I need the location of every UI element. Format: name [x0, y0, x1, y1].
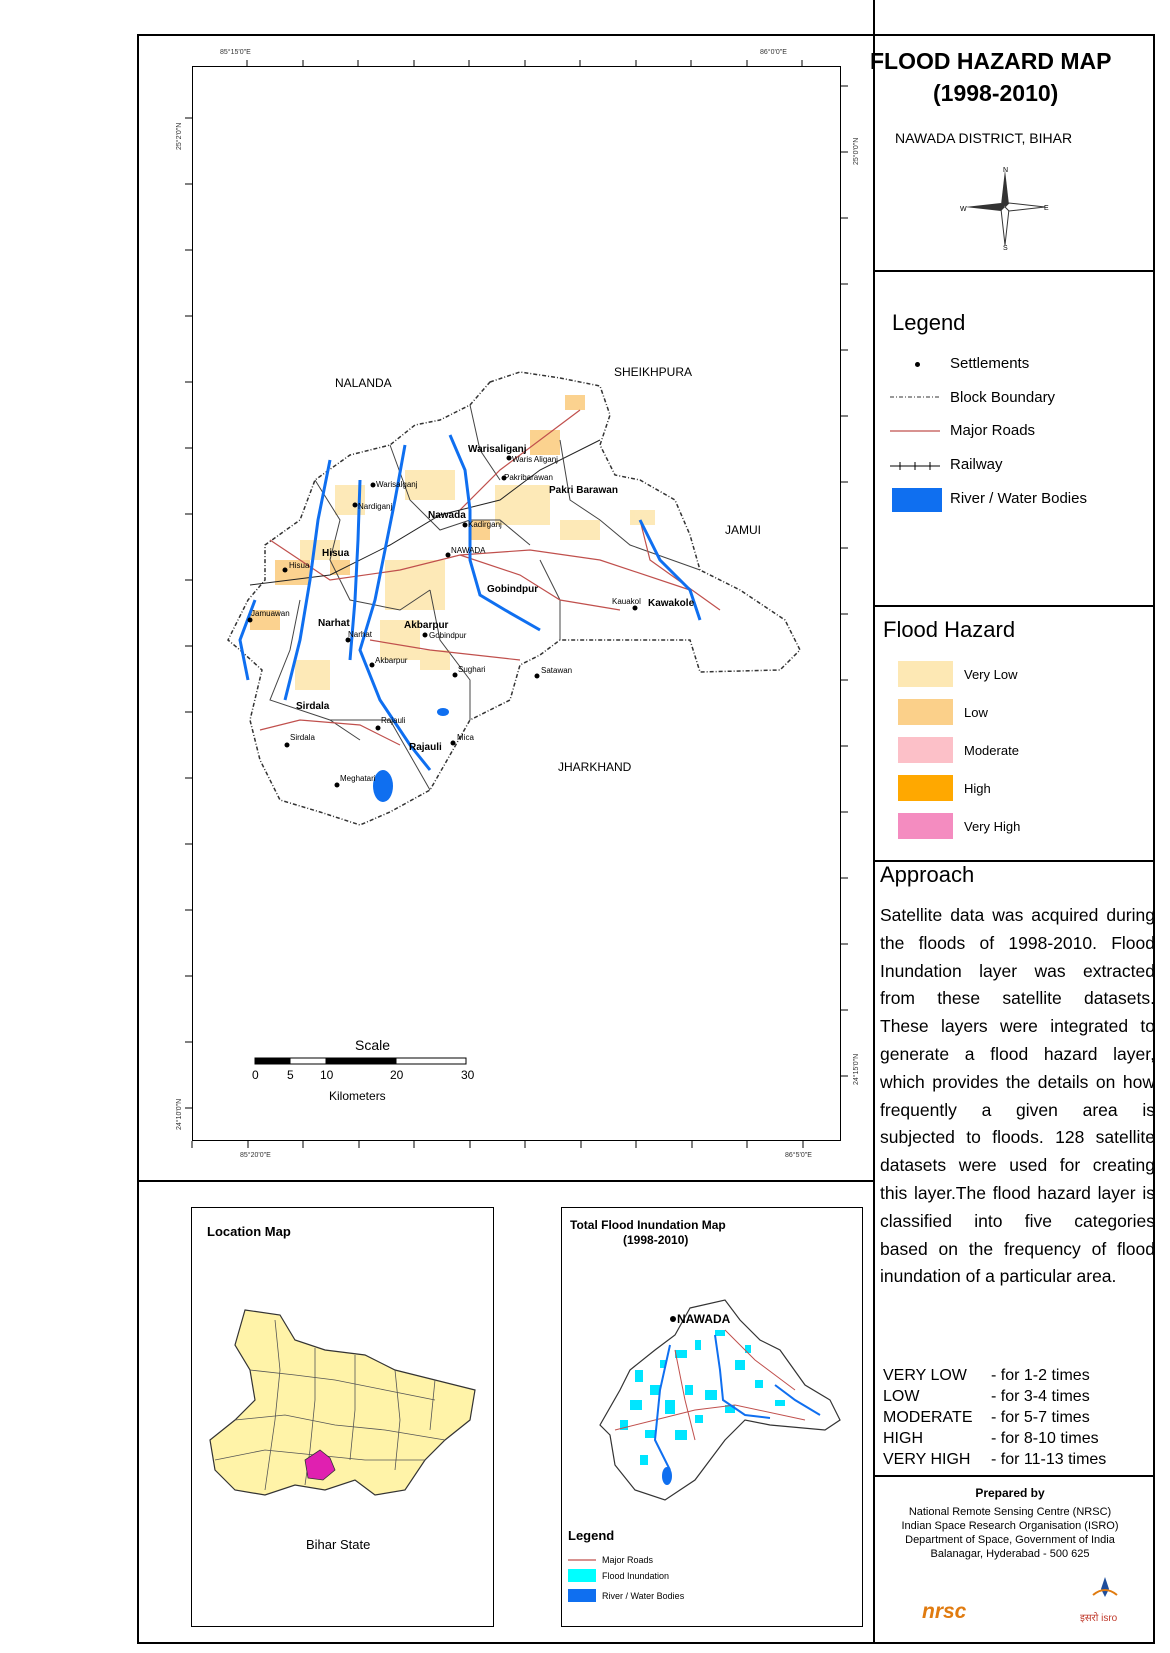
hazard-swatch-very-low [898, 661, 953, 687]
block-label-rajauli: Rajauli [409, 742, 442, 753]
hazard-swatch-very-high [898, 813, 953, 839]
category-range: - for 3-4 times [991, 1388, 1090, 1405]
coord-left-bottom: 24°10'0"N [176, 1098, 183, 1130]
inundation-legend-flood: Flood Inundation [602, 1571, 670, 1581]
coord-top-right: 86°0'0"E [760, 49, 787, 56]
town-label: Sughari [458, 665, 486, 674]
block-label-pakri-barawan: Pakri Barawan [549, 485, 618, 496]
town-label: Waris Aliganj [512, 455, 558, 464]
block-label-kawakole: Kawakole [648, 598, 695, 609]
legend-item-major-roads: Major Roads [950, 422, 1036, 439]
neighbor-label-nalanda: NALANDA [335, 376, 392, 390]
svg-text:E: E [1044, 205, 1049, 212]
nrsc-logo: nrsc [922, 1600, 967, 1623]
legend-item-river: River / Water Bodies [950, 490, 1087, 507]
block-label-sirdala: Sirdala [296, 701, 330, 712]
prepared-line: Department of Space, Government of India [905, 1534, 1115, 1546]
town-label: Kauakol [612, 597, 641, 606]
town-label: Warisalganj [376, 480, 418, 489]
legend-item-settlements: Settlements [950, 355, 1030, 372]
category-row [883, 1451, 1106, 1469]
compass-rose-icon [960, 165, 1050, 250]
prepared-line: Indian Space Research Organisation (ISRO) [901, 1520, 1119, 1532]
inundation-legend-title: Legend [568, 1528, 615, 1543]
scale-title: Scale [355, 1037, 391, 1053]
hazard-label-low: Low [964, 705, 988, 720]
category-row [883, 1409, 1090, 1427]
svg-text:W: W [960, 206, 967, 213]
block-label-narhat: Narhat [318, 618, 350, 629]
inundation-legend-river: River / Water Bodies [602, 1591, 685, 1601]
category-range: - for 5-7 times [991, 1409, 1090, 1426]
town-label: Jamuawan [251, 609, 290, 618]
town-label: Meghatari [340, 774, 376, 783]
category-range: - for 1-2 times [991, 1367, 1090, 1384]
location-map-caption: Bihar State [306, 1537, 371, 1552]
category-name: LOW [883, 1388, 920, 1405]
town-label: Hisua [289, 561, 310, 570]
water-body [373, 770, 393, 802]
town-label: Mica [457, 733, 474, 742]
inundation-map-subtitle: (1998-2010) [623, 1233, 689, 1247]
block-label-warisaliganj: Warisaliganj [468, 444, 527, 455]
red-line-icon [890, 428, 940, 434]
bihar-state-map [205, 1300, 485, 1510]
block-label-nawada: Nawada [428, 510, 466, 521]
hazard-swatch-high [898, 775, 953, 801]
isro-logo-text: इसरो isro [1080, 1613, 1118, 1624]
inundation-map-title: Total Flood Inundation Map [570, 1218, 726, 1232]
town-label: Pakribarawan [504, 473, 553, 482]
approach-title: Approach [880, 862, 975, 887]
svg-text:N: N [1003, 167, 1009, 174]
dot-icon [915, 362, 920, 367]
town-label: Narhat [348, 630, 373, 639]
flood-hazard-title: Flood Hazard [883, 617, 1016, 642]
approach-text: Satellite data was acquired during the floods of 1998-2010. Flood Inundation layer was extracted from these satellite datasets. These layers were integrated to generate a flood hazard layer, which provides the details on how frequently a given area is subjected to floods. 128 satellite datasets were used for creating this layer.The flood hazard layer is classified into five categories based on the frequency of flood inundation of a particular area. [880, 905, 1155, 1287]
dash-dot-line-icon [890, 394, 940, 400]
category-name: MODERATE [883, 1409, 973, 1426]
map-title: FLOOD HAZARD MAP [870, 48, 1112, 74]
coord-right-top: 25°0'0"N [853, 137, 860, 165]
scale-tick: 0 [252, 1068, 259, 1082]
category-row [883, 1367, 1090, 1385]
location-map-title: Location Map [207, 1224, 291, 1239]
town-label: Kadirganj [468, 520, 502, 529]
prepared-title: Prepared by [975, 1486, 1045, 1500]
inundation-legend-roads: Major Roads [602, 1555, 654, 1565]
coord-bottom-left: 85°20'0"E [240, 1152, 271, 1159]
svg-text:S: S [1003, 245, 1008, 250]
neighbor-label-jamui: JAMUI [725, 523, 761, 537]
category-row [883, 1388, 1090, 1406]
category-name: VERY LOW [883, 1367, 967, 1384]
town-label: Satawan [541, 666, 573, 675]
scale-unit: Kilometers [329, 1089, 386, 1103]
legend-title: Legend [892, 310, 966, 335]
category-range: - for 11-13 times [991, 1451, 1107, 1468]
legend-item-railway: Railway [950, 456, 1003, 473]
category-name: HIGH [883, 1430, 923, 1447]
hazard-label-very-low: Very Low [964, 667, 1018, 682]
neighbor-label-sheikhpura: SHEIKHPURA [614, 365, 693, 379]
town-label: Gobindpur [429, 631, 467, 640]
scale-tick: 10 [320, 1068, 334, 1082]
scale-tick: 5 [287, 1068, 294, 1082]
scale-tick: 20 [390, 1068, 404, 1082]
legend-item-block-boundary: Block Boundary [950, 389, 1056, 406]
coord-bottom-right: 86°5'0"E [785, 1152, 812, 1159]
district-boundary [228, 372, 800, 825]
prepared-line: Balanagar, Hyderabad - 500 625 [930, 1548, 1090, 1560]
hazard-swatch-moderate [898, 737, 953, 763]
district-subtitle: NAWADA DISTRICT, BIHAR [895, 130, 1073, 146]
town-label: Nardiganj [358, 502, 393, 511]
town-label: Sirdala [290, 733, 315, 742]
water-body-small [437, 708, 449, 716]
hazard-label-high: High [964, 781, 991, 796]
coord-left-top: 25°2'0"N [176, 122, 183, 150]
category-row [883, 1430, 1099, 1448]
map-title-years: (1998-2010) [933, 80, 1059, 106]
coord-right-bottom: 24°15'0"N [853, 1053, 860, 1085]
hazard-label-very-high: Very High [964, 819, 1021, 834]
railway-line-icon [890, 461, 940, 471]
block-label-akbarpur: Akbarpur [404, 620, 449, 631]
neighbor-label-jharkhand: JHARKHAND [558, 760, 632, 774]
block-label-hisua: Hisua [322, 548, 350, 559]
prepared-line: National Remote Sensing Centre (NRSC) [908, 1506, 1112, 1518]
town-label: Akbarpur [375, 656, 408, 665]
town-label: NAWADA [451, 546, 486, 555]
coord-top-left: 85°15'0"E [220, 49, 251, 56]
scale-bar [255, 1058, 466, 1064]
hazard-label-moderate: Moderate [964, 743, 1019, 758]
cyan-swatch-icon [568, 1569, 596, 1582]
block-label-gobindpur: Gobindpur [487, 584, 539, 595]
hazard-swatch-low [898, 699, 953, 725]
blue-swatch-icon [892, 488, 942, 512]
blue-swatch-icon [568, 1589, 596, 1602]
red-line-icon [568, 1557, 596, 1563]
scale-tick: 30 [461, 1068, 475, 1082]
town-label: Rajauli [381, 716, 406, 725]
inundation-town-label: NAWADA [677, 1312, 731, 1326]
isro-logo-icon [1085, 1575, 1125, 1610]
category-range: - for 8-10 times [991, 1430, 1099, 1447]
category-name: VERY HIGH [883, 1451, 971, 1468]
